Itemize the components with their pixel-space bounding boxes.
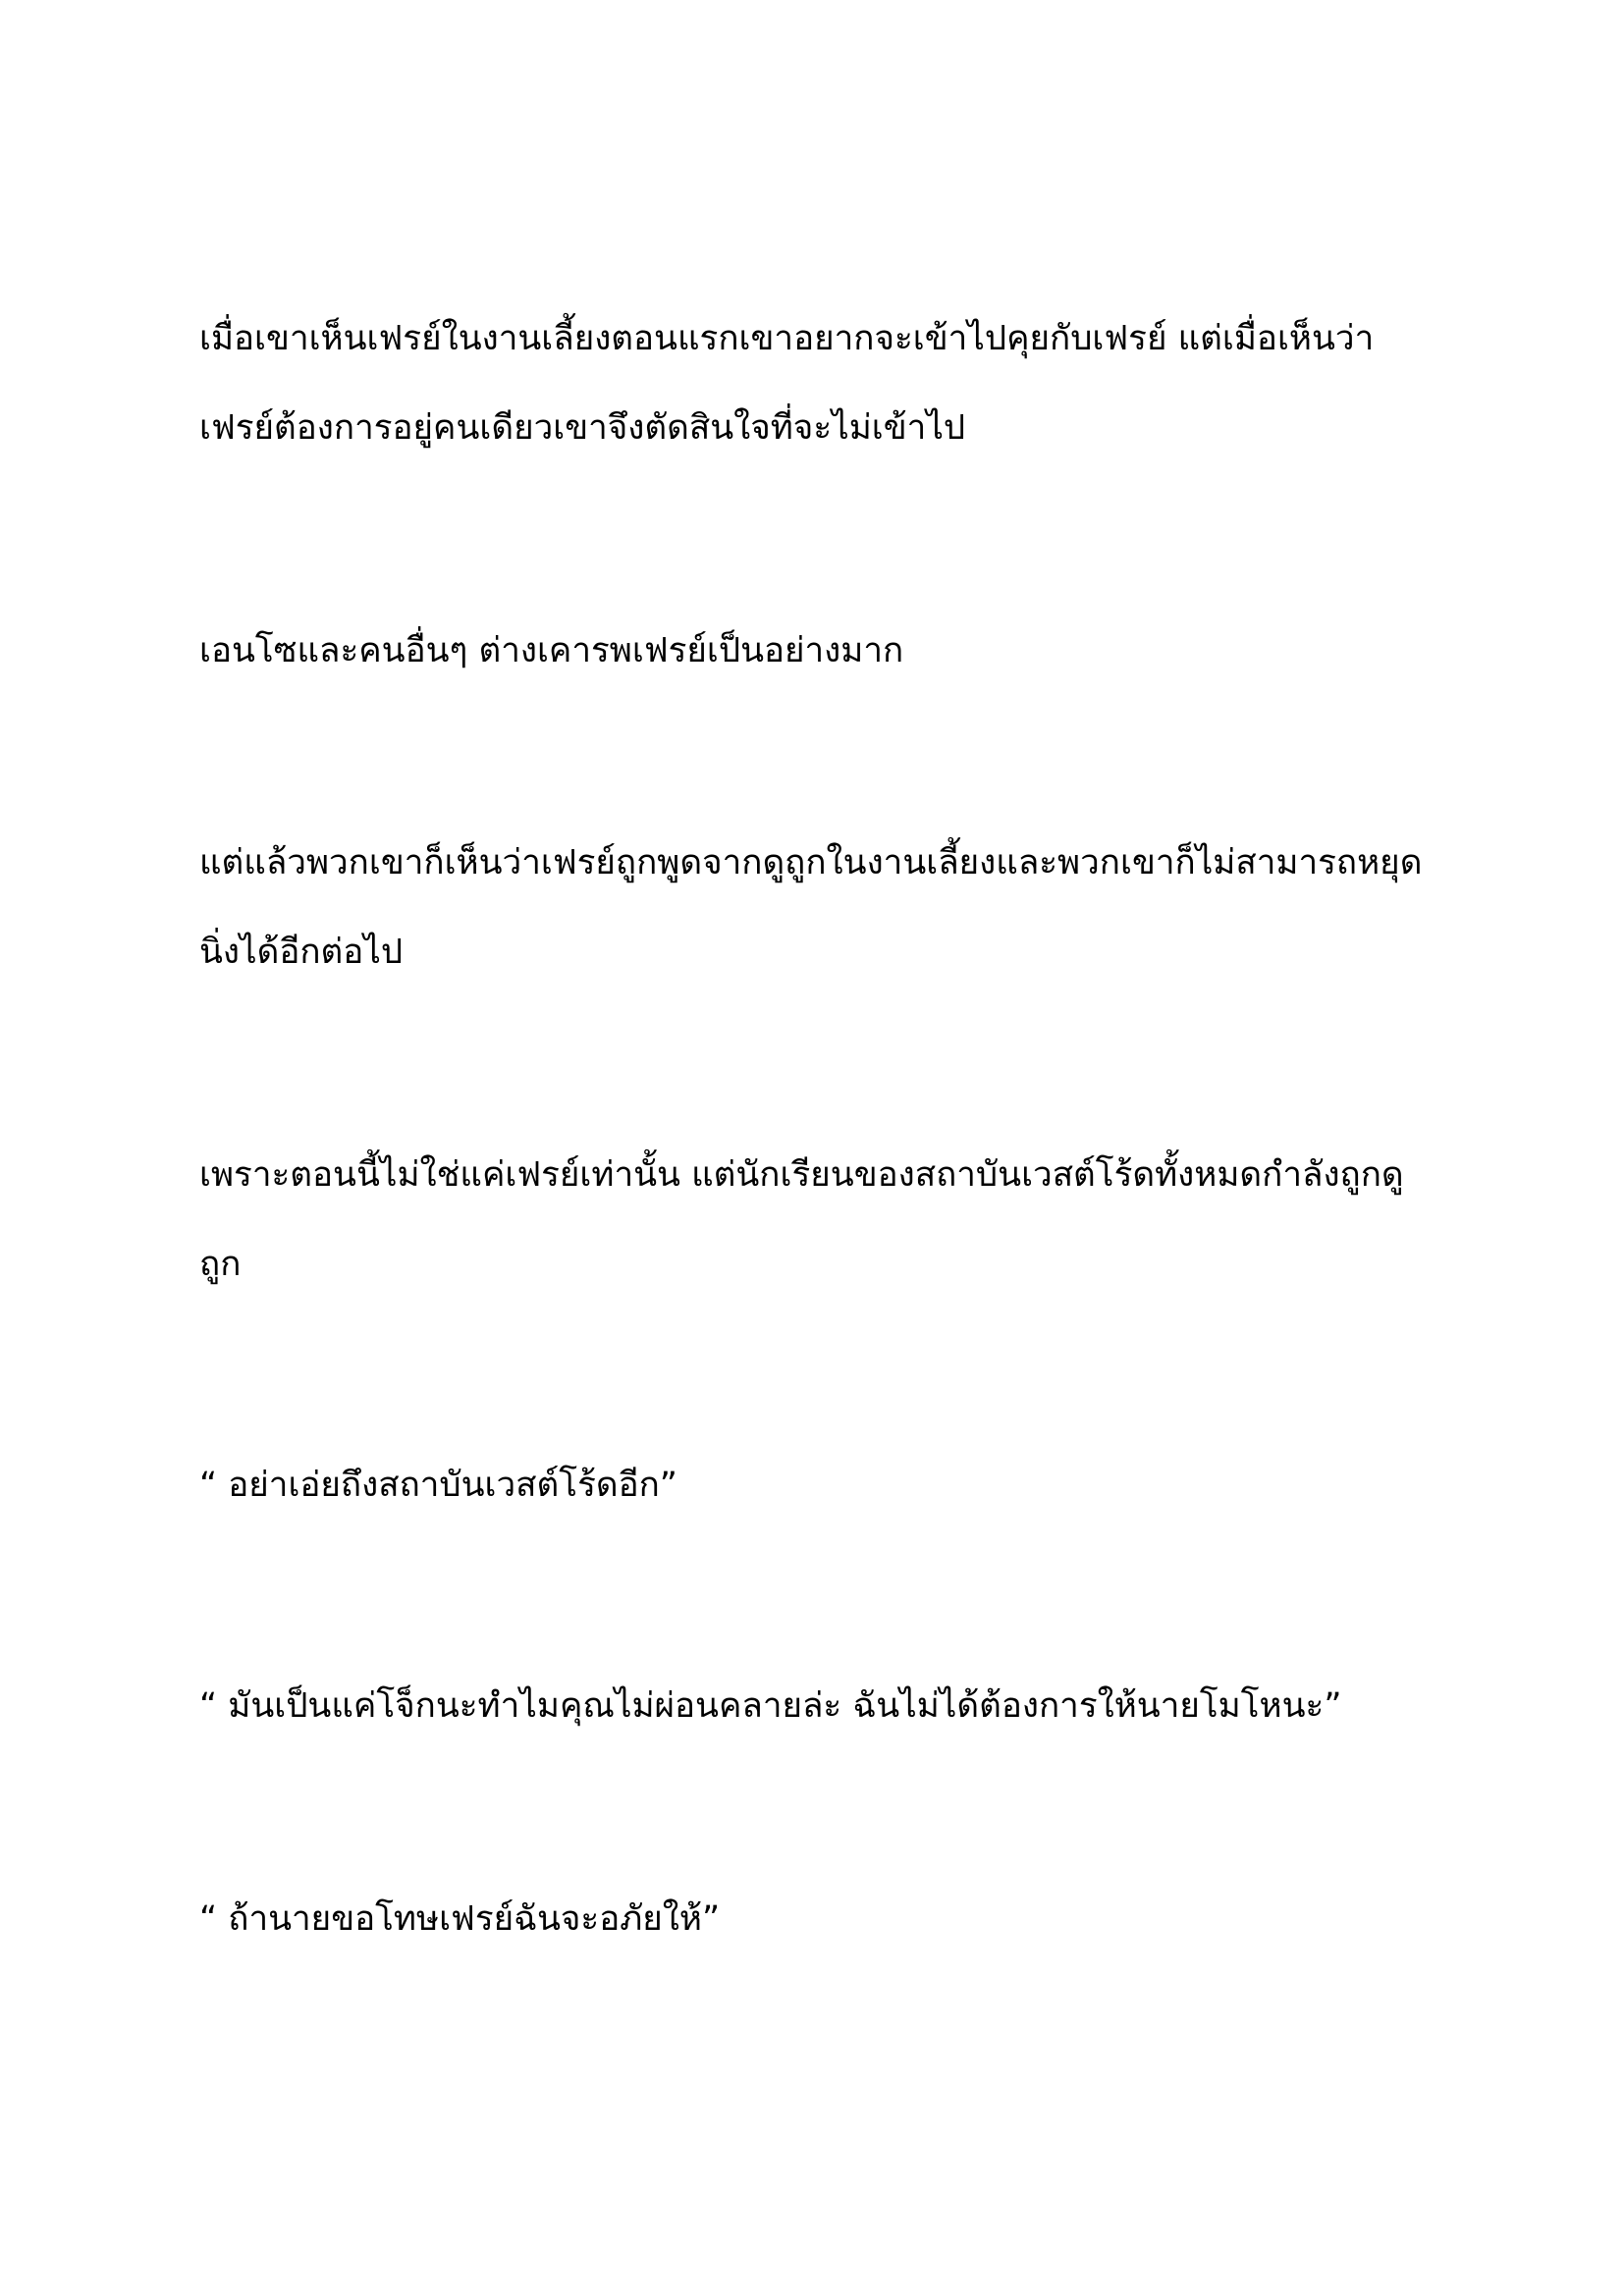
paragraph-3: [199, 819, 1466, 997]
paragraph-1-line-1: เมื่อเขาเห็นเฟรย์ในงานเลี้ยงตอนแรกเขาอยากจะเข้าไปคุยกับเฟรย์ แต่เมื่อเห็นว่า: [199, 319, 1375, 358]
paragraph-3-line-1: แต่แล้วพวกเขาก็เห็นว่าเฟรย์ถูกพูดจากดูถูกในงานเลี้ยงและพวกเขาก็ไม่สามารถหยุด: [199, 843, 1423, 882]
dialogue-line-1: [199, 1441, 1466, 1530]
dialogue-line-3-text: “ ถ้านายขอโทษเฟรย์ฉันจะอภัยให้”: [199, 1899, 721, 1939]
paragraph-3-line-2: นิ่งได้อีกต่อไป: [199, 933, 404, 972]
paragraph-2-line-1: เอนโซและคนอื่นๆ ต่างเคารพเฟรย์เป็นอย่างมาก: [199, 631, 904, 670]
paragraph-4-line-1: เพราะตอนนี้ไม่ใช่แค่เฟรย์เท่านั้น แต่นักเรียนของสถาบันเวสต์โร้ดทั้งหมดกำลังถูกดู: [199, 1155, 1404, 1195]
dialogue-line-2: [199, 1662, 1466, 1751]
paragraph-4: [199, 1131, 1466, 1309]
dialogue-line-3: [199, 1875, 1466, 1964]
dialogue-line-1-text: “ อย่าเอ่ยถึงสถาบันเวสต์โร้ดอีก”: [199, 1466, 677, 1505]
paragraph-1: [199, 294, 1466, 473]
dialogue-line-2-text: “ มันเป็นแค่โจ็กนะทำไมคุณไม่ผ่อนคลายล่ะ ฉันไม่ได้ต้องการให้นายโมโหนะ”: [199, 1686, 1342, 1726]
paragraph-1-line-2: เฟรย์ต้องการอยู่คนเดียวเขาจึงตัดสินใจที่จะไม่เข้าไป: [199, 408, 966, 448]
paragraph-2: [199, 607, 1466, 696]
paragraph-4-line-2: ถูก: [199, 1245, 242, 1284]
